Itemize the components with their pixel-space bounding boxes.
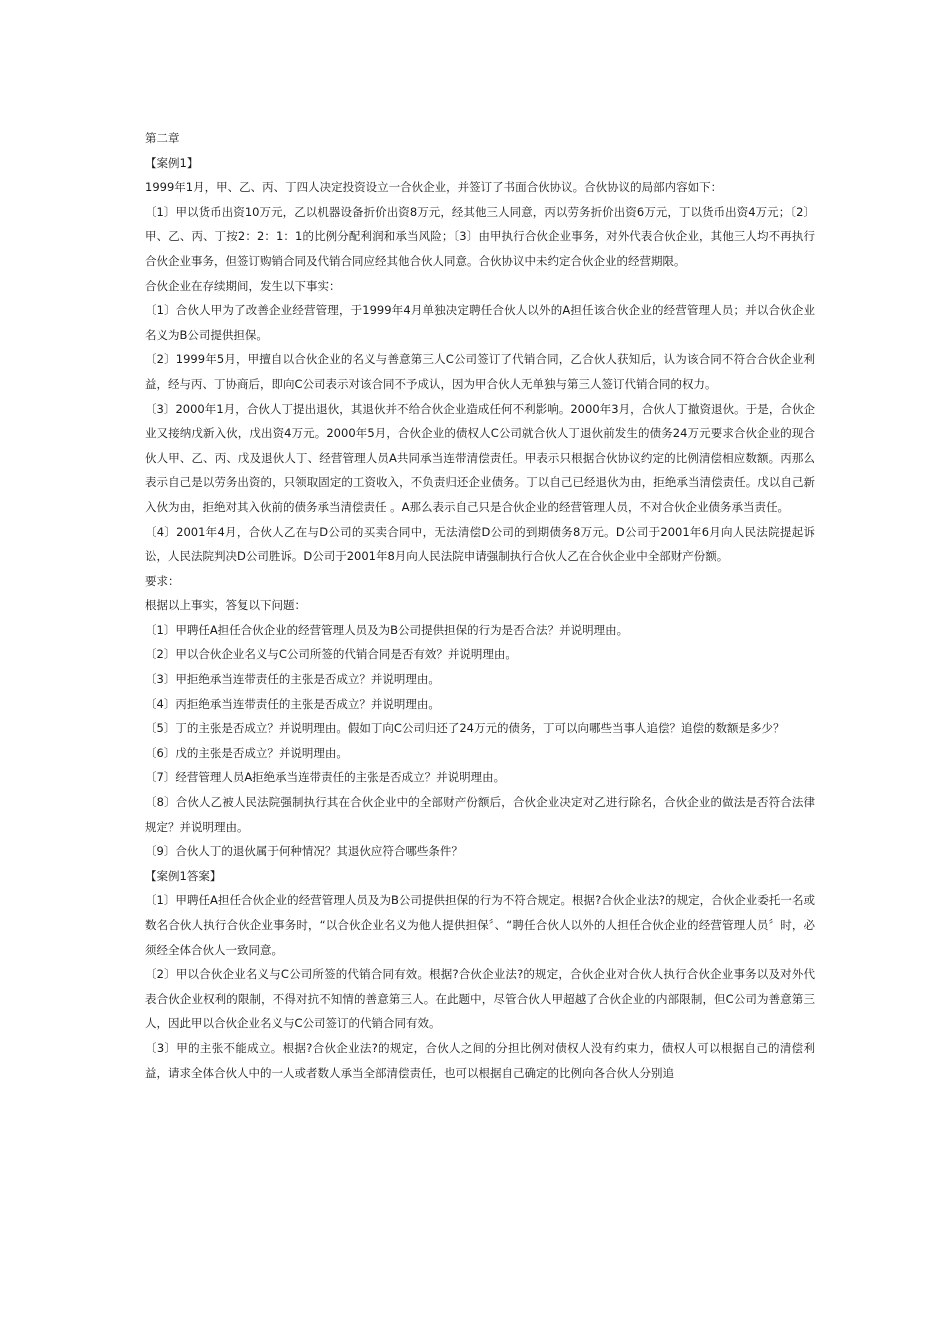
question-7: 〔7〕经营管理人员A拒绝承当连带责任的主张是否成立？并说明理由。: [145, 770, 506, 785]
facts-intro: 合伙企业在存续期间，发生以下事实：: [145, 278, 341, 293]
answer-heading: 【案例1答案】: [145, 868, 222, 883]
question-5: 〔5〕丁的主张是否成立？并说明理由。假如丁向C公司归还了24万元的债务，丁可以向哪些当事人追偿？追偿的数额是多少？: [145, 721, 785, 736]
agreement-terms: 〔1〕甲以货币出资10万元，乙以机器设备折价出资8万元，经其他三人同意，丙以劳务折价出资6万元，丁以货币出资4万元；〔2〕甲、乙、丙、丁按2：2：1：1的比例分配利润和承当风险；〔3〕由甲执行合伙企业事务，对外代表合伙企业，其他三人均不再执行合伙企业事务，但签订购销合同及代销合同应经其他合伙人同意。合伙协议中未约定合伙企业的经营期限。: [145, 204, 815, 268]
chapter-heading: 第二章: [145, 131, 180, 145]
question-8: 〔8〕合伙人乙被人民法院强制执行其在合伙企业中的全部财产份额后，合伙企业决定对乙进行除名，合伙企业的做法是否符合法律规定？并说明理由。: [145, 795, 815, 834]
fact-2: 〔2〕1999年5月，甲擅自以合伙企业的名义与善意第三人C公司签订了代销合同，乙合伙人获知后，认为该合同不符合合伙企业利益，经与丙、丁协商后，即向C公司表示对该合同不予成认，因为甲合伙人无单独与第三人签订代销合同的权力。: [145, 352, 815, 391]
question-9: 〔9〕合伙人丁的退伙属于何种情况？其退伙应符合哪些条件？: [145, 844, 463, 859]
answer-2: 〔2〕甲以合伙企业名义与C公司所签的代销合同有效。根据?合伙企业法?的规定，合伙企业对合伙人执行合伙企业事务以及对外代表合伙企业权利的限制，不得对抗不知情的善意第三人。在此题中，尽管合伙人甲超越了合伙企业的内部限制，但C公司为善意第三人，因此甲以合伙企业名义与C公司签订的代销合同有效。: [145, 967, 815, 1031]
answer-3: 〔3〕甲的主张不能成立。根据?合伙企业法?的规定，合伙人之间的分担比例对债权人没有约束力，债权人可以根据自己的清偿利益，请求全体合伙人中的一人或者数人承当全部清偿责任，也可以根据自己确定的比例向各合伙人分别追: [145, 1040, 815, 1080]
question-3: 〔3〕甲拒绝承当连带责任的主张是否成立？并说明理由。: [145, 672, 440, 687]
question-1: 〔1〕甲聘任A担任合伙企业的经营管理人员及为B公司提供担保的行为是否合法？并说明理由。: [145, 622, 629, 637]
requirements-heading: 要求：: [145, 573, 180, 588]
fact-3: 〔3〕2000年1月，合伙人丁提出退伙，其退伙并不给合伙企业造成任何不利影响。2000年3月，合伙人丁撤资退伙。于是，合伙企业又接纳戊新入伙，戊出资4万元。2000年5月，合伙企业的债权人C公司就合伙人丁退伙前发生的债务24万元要求合伙企业的现合伙人甲、乙、丙、戊及退伙人丁、经营管理人员A共同承当连带清偿责任。甲表示只根据合伙协议约定的比例清偿相应数额。丙那么表示自己是以劳务出资的，只领取固定的工资收入，不负责归还企业债务。丁以自己已经退伙为由，拒绝承当清偿责任。戊以自己新入伙为由，拒绝对其入伙前的债务承当清偿责任 。A那么表示自己只是合伙企业的经营管理人员，不对合伙企业债务承当责任。: [145, 401, 815, 514]
question-2: 〔2〕甲以合伙企业名义与C公司所签的代销合同是否有效？并说明理由。: [145, 647, 517, 662]
question-4: 〔4〕丙拒绝承当连带责任的主张是否成立？并说明理由。: [145, 696, 440, 711]
answer-1: 〔1〕甲聘任A担任合伙企业的经营管理人员及为B公司提供担保的行为不符合规定。根据?合伙企业法?的规定，合伙企业委托一名或数名合伙人执行合伙企业事务时，“以合伙企业名义为他人提供担保〞、“聘任合伙人以外的人担任合伙企业的经营管理人员〞时，必须经全体合伙人一致同意。: [145, 893, 815, 957]
document-body: [145, 126, 815, 1085]
case-heading: 【案例1】: [145, 155, 199, 170]
questions-intro: 根据以上事实，答复以下问题：: [145, 598, 306, 613]
question-6: 〔6〕戊的主张是否成立？并说明理由。: [145, 745, 348, 760]
fact-1: 〔1〕合伙人甲为了改善企业经营管理，于1999年4月单独决定聘任合伙人以外的A担任该合伙企业的经营管理人员；并以合伙企业名义为B公司提供担保。: [145, 303, 815, 342]
case-intro: 1999年1月，甲、乙、丙、丁四人决定投资设立一合伙企业，并签订了书面合伙协议。合伙协议的局部内容如下：: [145, 180, 723, 195]
fact-4: 〔4〕2001年4月，合伙人乙在与D公司的买卖合同中，无法清偿D公司的到期债务8万元。D公司于2001年6月向人民法院提起诉讼，人民法院判决D公司胜诉。D公司于2001年8月向人民法院申请强制执行合伙人乙在合伙企业中全部财产份额。: [145, 524, 815, 564]
